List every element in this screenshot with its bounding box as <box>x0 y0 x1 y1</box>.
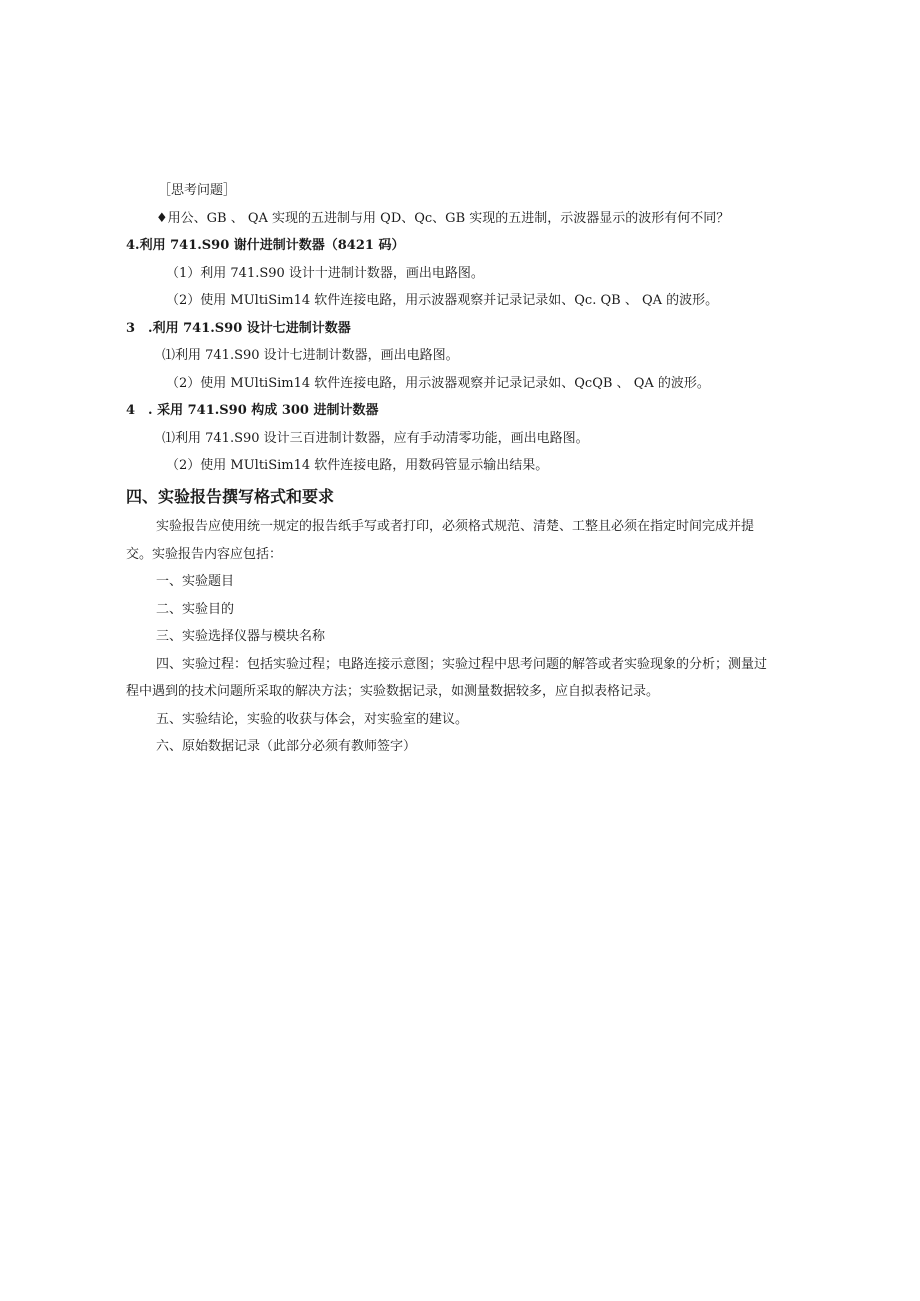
task4b-title: 4 . 采用 741.S90 构成 300 进制计数器 <box>126 403 379 418</box>
section4-heading: 四、实验报告撰写格式和要求 <box>126 487 335 506</box>
report-item-process-line2: 程中遇到的技术问题所采取的解决方法；实验数据记录，如测量数据较多，应自拟表格记录。 <box>126 684 660 699</box>
report-item-instruments: 三、实验选择仪器与模块名称 <box>156 629 326 644</box>
report-item-process-line1: 四、实验过程：包括实验过程；电路连接示意图；实验过程中思考问题的解答或者实验现象的分析；测量过 <box>156 657 768 672</box>
task4a-item-1: （1）利用 741.S90 设计十进制计数器，画出电路图。 <box>166 266 484 281</box>
task3-item-2: （2）使用 MUltiSim14 软件连接电路，用示波器观察并记录记录如、QcQB 、 QA 的波形。 <box>166 376 710 391</box>
think-label: ［思考问题］ <box>158 183 237 198</box>
report-item-title: 一、实验题目 <box>156 574 235 589</box>
report-item-raw-data: 六、原始数据记录（此部分必须有教师签字） <box>156 739 417 754</box>
task3-item-1: ⑴利用 741.S90 设计七进制计数器，画出电路图。 <box>162 348 459 363</box>
think-question: ♦用公、GB 、 QA 实现的五进制与用 QD、Qc、GB 实现的五进制，示波器显示的波形有何不同？ <box>156 211 730 226</box>
section4-intro-line2: 交。实验报告内容应包括： <box>126 547 283 562</box>
section4-intro-line1: 实验报告应使用统一规定的报告纸手写或者打印，必须格式规范、清楚、工整且必须在指定时间完成并提 <box>156 519 755 534</box>
task3-title: 3 .利用 741.S90 设计七进制计数器 <box>126 321 351 336</box>
task4b-item-1: ⑴利用 741.S90 设计三百进制计数器，应有手动清零功能，画出电路图。 <box>162 431 589 446</box>
task4b-item-2: （2）使用 MUltiSim14 软件连接电路，用数码管显示输出结果。 <box>166 458 549 473</box>
report-item-conclusion: 五、实验结论，实验的收获与体会，对实验室的建议。 <box>156 712 469 727</box>
report-item-purpose: 二、实验目的 <box>156 602 235 617</box>
task4a-item-2: （2）使用 MUltiSim14 软件连接电路，用示波器观察并记录记录如、Qc. QB 、 QA 的波形。 <box>166 293 719 308</box>
task4a-title: 4.利用 741.S90 谢什进制计数器（8421 码） <box>126 238 405 253</box>
